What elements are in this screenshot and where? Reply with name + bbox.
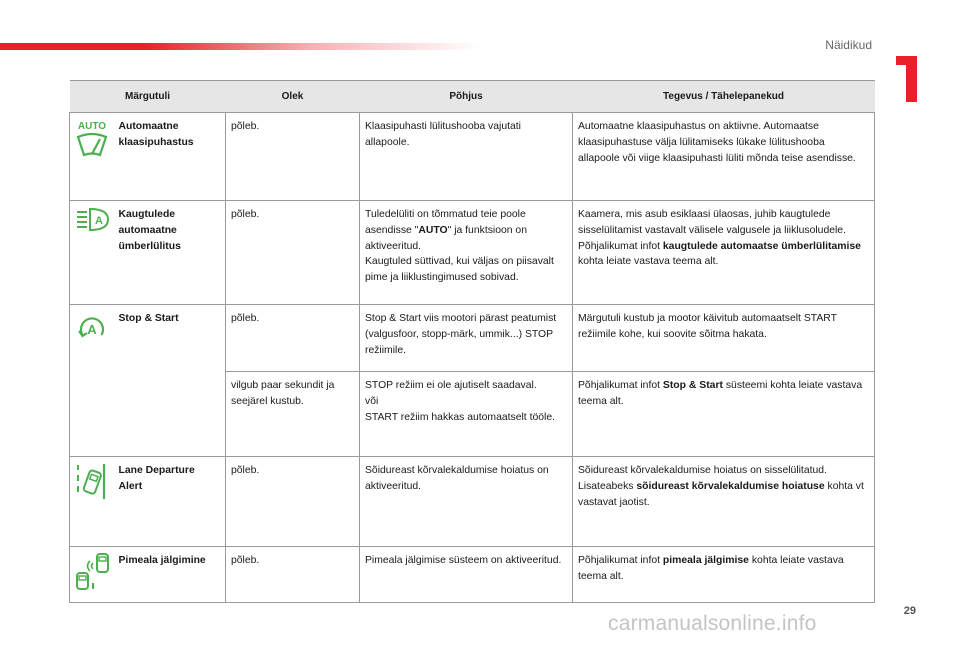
svg-text:A: A — [87, 322, 97, 337]
light-name: Kaugtulede automaatne ümberlülitus — [114, 201, 226, 305]
light-cause: Sõidureast kõrvalekaldumise hoiatus on aktiveeritud. — [360, 457, 573, 547]
table-header-row — [70, 81, 875, 113]
action-text: Põhjalikumat infot — [578, 380, 663, 391]
action-bold: pimeala jälgimise — [662, 555, 749, 566]
light-state: põleb. — [226, 201, 360, 305]
light-state: põleb. — [226, 305, 360, 372]
table-row — [70, 457, 875, 547]
action-text: Lisateabeks — [578, 480, 637, 492]
light-cause: Stop & Start viis mootori pärast peatumist (valgusfoor, stopp-märk, ummik...) STOP režiimile. — [360, 305, 573, 372]
action-text: Sõidureast kõrvalekaldumise hoiatus on sisselülitatud. — [578, 465, 827, 476]
table-row — [70, 201, 875, 305]
action-text: kohta leiate vastava teema alt. — [578, 555, 844, 582]
warning-lights-table — [69, 80, 875, 603]
light-name: Pimeala jälgimine — [114, 547, 226, 603]
table-row — [70, 113, 875, 201]
auto-headlight-icon — [70, 201, 114, 305]
cause-text: " ja funktsioon on aktiveeritud. — [365, 224, 527, 252]
light-cause: Klaasipuhasti lülitushooba vajutati allapoole. — [360, 113, 573, 201]
action-text: kohta leiate vastava teema alt. — [578, 256, 719, 268]
cause-bold: AUTO — [418, 224, 448, 236]
light-state: põleb. — [226, 113, 360, 201]
light-state: vilgub paar sekundit ja seejärel kustub. — [226, 372, 360, 457]
cause-text: või — [365, 395, 379, 407]
lane-departure-icon — [70, 457, 114, 547]
table-row — [70, 305, 875, 372]
light-action — [573, 372, 875, 457]
section-title: Näidikud — [825, 38, 872, 52]
light-action: Automaatne klaasipuhastus on aktiivne. Automaatse klaasipuhastuse välja lülitamiseks lükake lülitushooba allapoole või viige klaasipuhasti lüliti mõnda teise asendisse. — [573, 113, 875, 201]
light-cause: Pimeala jälgimise süsteem on aktiveeritud. — [360, 547, 573, 603]
blind-spot-icon — [70, 547, 114, 603]
action-bold: Stop & Start — [662, 380, 723, 391]
action-text: Põhjalikumat infot — [578, 240, 663, 252]
action-text: kohta vt vastavat jaotist. — [578, 480, 864, 508]
watermark: carmanualsonline.info — [608, 612, 817, 635]
light-name: Lane Departure Alert — [114, 457, 226, 547]
auto-wiper-icon-label: AUTO — [77, 121, 106, 132]
action-bold: kaugtulede automaatse ümberlülitamise — [662, 240, 861, 252]
auto-wiper-icon — [70, 113, 114, 201]
header-accent-bar — [0, 43, 480, 50]
action-text: Kaamera, mis asub esiklaasi ülaosas, juhib kaugtulede sisselülitamist vastavalt välisele valgusele ja liiklusoludele. — [578, 209, 846, 236]
page-number: 29 — [903, 605, 916, 617]
light-state: põleb. — [226, 457, 360, 547]
column-header-action: Tegevus / Tähelepanekud — [573, 81, 875, 113]
chapter-number — [896, 56, 918, 102]
cause-text: Tuledelüliti on tõmmatud teie poole asendisse " — [365, 209, 526, 236]
light-name: Stop & Start — [114, 305, 226, 457]
light-action — [573, 457, 875, 547]
table-row — [70, 547, 875, 603]
column-header-cause: Põhjus — [360, 81, 573, 113]
light-action — [573, 201, 875, 305]
cause-text: START režiim hakkas automaatselt tööle. — [365, 411, 555, 423]
light-action: Märgutuli kustub ja mootor käivitub automaatselt START režiimile kohe, kui soovite sõitma hakata. — [573, 305, 875, 372]
light-cause — [360, 372, 573, 457]
light-action — [573, 547, 875, 603]
action-text: Põhjalikumat infot — [578, 555, 663, 566]
action-text: süsteemi kohta leiate vastava teema alt. — [578, 380, 863, 407]
column-header-light: Märgutuli — [70, 81, 226, 113]
stop-start-icon — [70, 305, 114, 457]
light-name: Automaatne klaasipuhastus — [114, 113, 226, 201]
light-state: põleb. — [226, 547, 360, 603]
svg-text:A: A — [94, 215, 103, 227]
cause-text: STOP režiim ei ole ajutiselt saadaval. — [365, 380, 537, 391]
column-header-state: Olek — [226, 81, 360, 113]
light-cause — [360, 201, 573, 305]
action-bold: sõidureast kõrvalekaldumise hoiatuse — [636, 480, 825, 492]
chapter-number-bar — [906, 56, 917, 102]
cause-text: Kaugtuled süttivad, kui väljas on piisavalt pime ja liiklustingimused sobivad. — [365, 256, 554, 284]
